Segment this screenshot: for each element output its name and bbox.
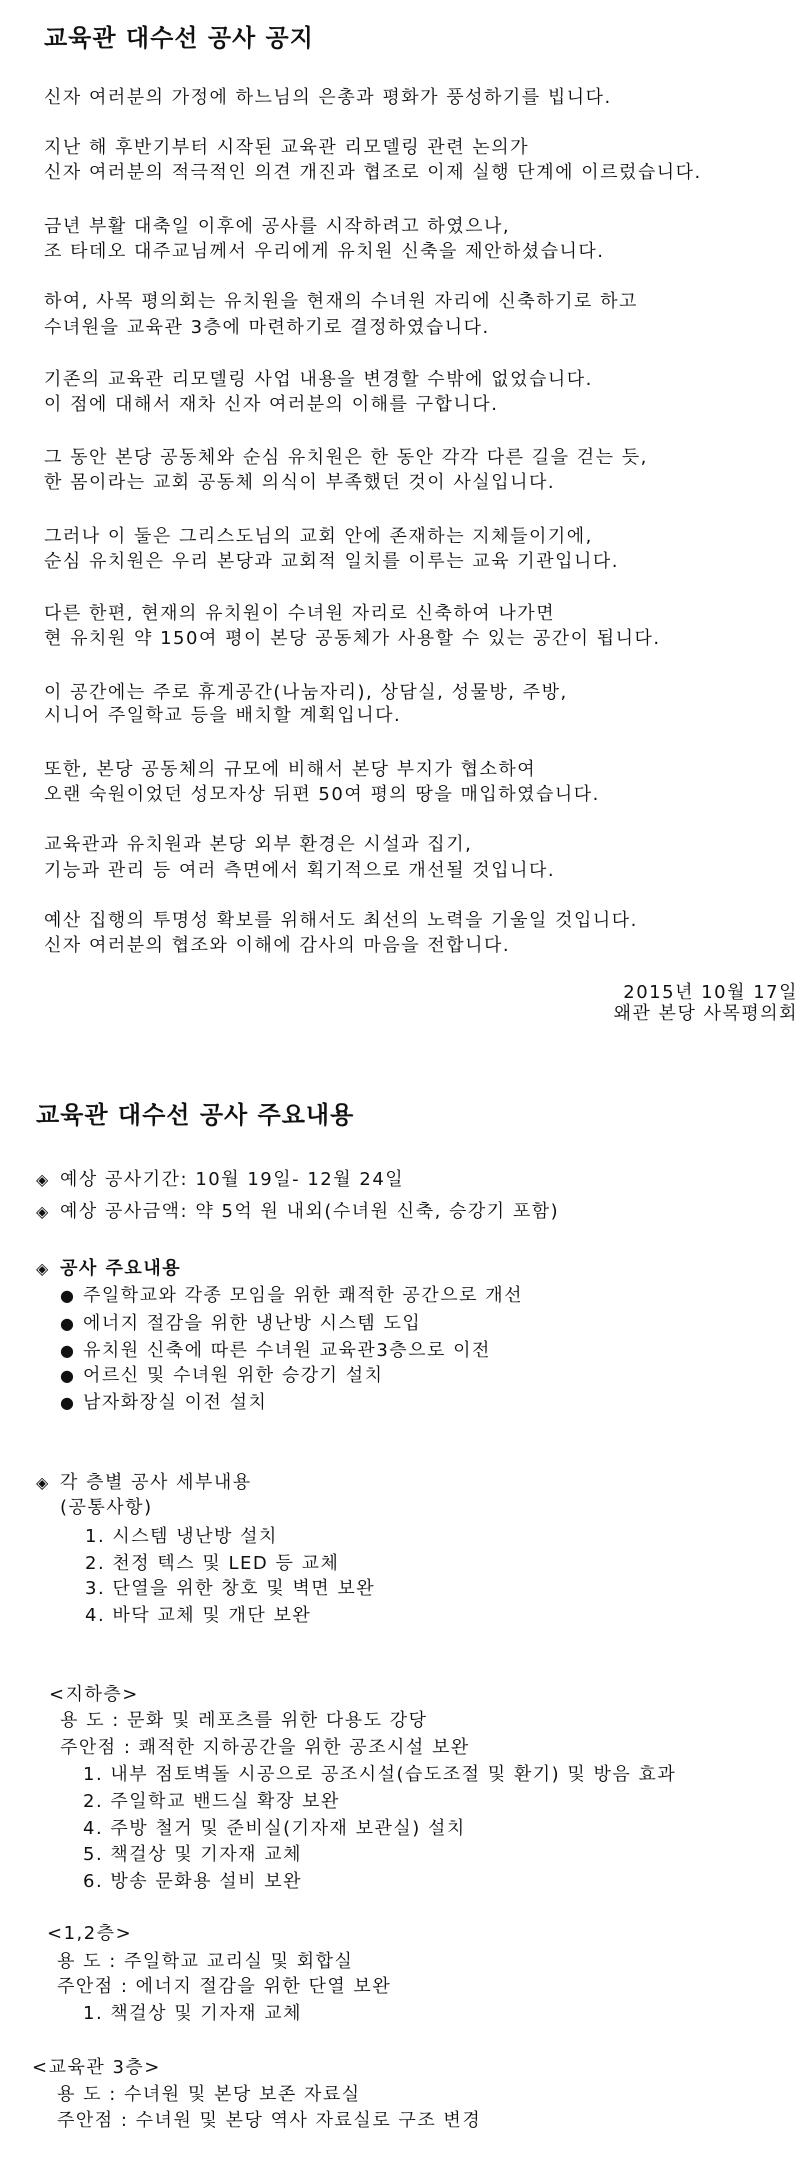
notice-line: 수녀원을 교육관 3층에 마련하기로 결정하였습니다.	[44, 317, 490, 338]
floor3-use: 용 도 : 수녀원 및 본당 보존 자료실	[57, 2084, 361, 2105]
main-content-heading: 공사 주요내용	[60, 1258, 182, 1279]
notice-line: 예산 집행의 투명성 확보를 위해서도 최선의 노력을 기울일 것입니다.	[44, 910, 638, 931]
floor12-use: 용 도 : 주일학교 교리실 및 회합실	[57, 1951, 354, 1972]
notice-line: 그 동안 본당 공동체와 순심 유치원은 한 동안 각각 다른 길을 걷는 듯,	[44, 447, 648, 468]
bullet-dot-icon: ●	[60, 1341, 74, 1360]
basement-item: 1. 내부 점토벽돌 시공으로 공조시설(습도조절 및 환기) 및 방음 효과	[83, 1764, 677, 1785]
common-item: 2. 천정 텍스 및 LED 등 교체	[85, 1553, 340, 1574]
notice-line: 현 유치원 약 150여 평이 본당 공동체가 사용할 수 있는 공간이 됩니다.	[44, 628, 661, 649]
floor12-note: 주안점 : 에너지 절감을 위한 단열 보완	[57, 1976, 392, 1997]
main-item: 주일학교와 각종 모임을 위한 쾌적한 공간으로 개선	[83, 1285, 523, 1306]
bullet-dot-icon: ●	[60, 1393, 74, 1412]
notice-line: 한 몸이라는 교회 공동체 의식이 부족했던 것이 사실입니다.	[44, 472, 556, 493]
main-item: 남자화장실 이전 설치	[83, 1392, 268, 1413]
basement-note: 주안점 : 쾌적한 지하공간을 위한 공조시설 보완	[60, 1737, 470, 1758]
notice-line: 오랜 숙원이었던 성모자상 뒤편 50여 평의 땅을 매입하였습니다.	[44, 784, 600, 805]
main-item: 에너지 절감을 위한 냉난방 시스템 도입	[83, 1313, 422, 1334]
notice-line: 신자 여러분의 적극적인 의견 개진과 협조로 이제 실행 단계에 이르렀습니다.	[44, 162, 702, 183]
basement-use: 용 도 : 문화 및 레포츠를 위한 다용도 강당	[60, 1710, 428, 1731]
notice-line: 다른 한편, 현재의 유치원이 수녀원 자리로 신축하여 나가면	[44, 603, 556, 624]
notice-line: 시니어 주일학교 등을 배치할 계획입니다.	[44, 705, 402, 726]
floor12-item: 1. 책걸상 및 기자재 교체	[83, 2003, 303, 2024]
notice-signature: 왜관 본당 사목평의회	[613, 1003, 798, 1024]
basement-item: 6. 방송 문화용 설비 보완	[83, 1871, 303, 1892]
notice-line: 신자 여러분의 가정에 하느님의 은총과 평화가 풍성하기를 빕니다.	[44, 87, 612, 108]
notice-line: 조 타데오 대주교님께서 우리에게 유치원 신축을 제안하셨습니다.	[44, 241, 605, 262]
floor3-note: 주안점 : 수녀원 및 본당 역사 자료실로 구조 변경	[57, 2110, 482, 2131]
notice-line: 이 공간에는 주로 휴게공간(나눔자리), 상담실, 성물방, 주방,	[44, 682, 568, 703]
common-item: 4. 바닥 교체 및 개단 보완	[85, 1605, 312, 1626]
notice-line: 지난 해 후반기부터 시작된 교육관 리모델링 관련 논의가	[44, 137, 529, 158]
basement-item: 5. 책걸상 및 기자재 교체	[83, 1844, 303, 1865]
diamond-bullet-icon: ◈	[36, 1202, 49, 1221]
notice-line: 신자 여러분의 협조와 이해에 감사의 마음을 전합니다.	[44, 935, 511, 956]
notice-line: 하여, 사목 평의회는 유치원을 현재의 수녀원 자리에 신축하기로 하고	[44, 291, 638, 312]
basement-label: <지하층>	[49, 1684, 139, 1705]
notice-title: 교육관 대수선 공사 공지	[44, 24, 314, 52]
bullet-dot-icon: ●	[60, 1286, 74, 1305]
main-item: 어르신 및 수녀원 위한 승강기 설치	[83, 1365, 384, 1386]
common-label: (공통사항)	[60, 1497, 153, 1518]
diamond-bullet-icon: ◈	[36, 1259, 49, 1278]
floor12-label: <1,2층>	[47, 1923, 133, 1944]
notice-line: 이 점에 대해서 재차 신자 여러분의 이해를 구합니다.	[44, 394, 499, 415]
notice-line: 기존의 교육관 리모델링 사업 내용을 변경할 수밖에 없었습니다.	[44, 369, 593, 390]
common-item: 1. 시스템 냉난방 설치	[85, 1526, 278, 1547]
notice-line: 또한, 본당 공동체의 규모에 비해서 본당 부지가 협소하여	[44, 759, 537, 780]
notice-date: 2015년 10월 17일	[623, 982, 798, 1003]
common-item: 3. 단열을 위한 창호 및 벽면 보완	[85, 1578, 376, 1599]
notice-line: 기능과 관리 등 여러 측면에서 획기적으로 개선될 것입니다.	[44, 860, 556, 881]
floor-details-heading: 각 층별 공사 세부내용	[60, 1472, 252, 1493]
construction-cost: 예상 공사금액: 약 5억 원 내외(수녀원 신축, 승강기 포함)	[60, 1201, 560, 1222]
notice-line: 순심 유치원은 우리 본당과 교회적 일치를 이루는 교육 기관입니다.	[44, 551, 619, 572]
notice-line: 그러나 이 둘은 그리스도님의 교회 안에 존재하는 지체들이기에,	[44, 526, 593, 547]
main-item: 유치원 신축에 따른 수녀원 교육관3층으로 이전	[83, 1340, 491, 1361]
basement-item: 2. 주일학교 밴드실 확장 보완	[83, 1791, 340, 1812]
notice-line: 금년 부활 대축일 이후에 공사를 시작하려고 하였으나,	[44, 216, 511, 237]
diamond-bullet-icon: ◈	[36, 1473, 49, 1492]
basement-item: 4. 주방 철거 및 준비실(기자재 보관실) 설치	[83, 1818, 466, 1839]
details-title: 교육관 대수선 공사 주요내용	[36, 1101, 355, 1129]
bullet-dot-icon: ●	[60, 1314, 74, 1333]
bullet-dot-icon: ●	[60, 1366, 74, 1385]
notice-line: 교육관과 유치원과 본당 외부 환경은 시설과 집기,	[44, 834, 473, 855]
diamond-bullet-icon: ◈	[36, 1170, 49, 1189]
floor3-label: <교육관 3층>	[32, 2057, 161, 2078]
construction-period: 예상 공사기간: 10월 19일- 12월 24일	[60, 1169, 405, 1190]
